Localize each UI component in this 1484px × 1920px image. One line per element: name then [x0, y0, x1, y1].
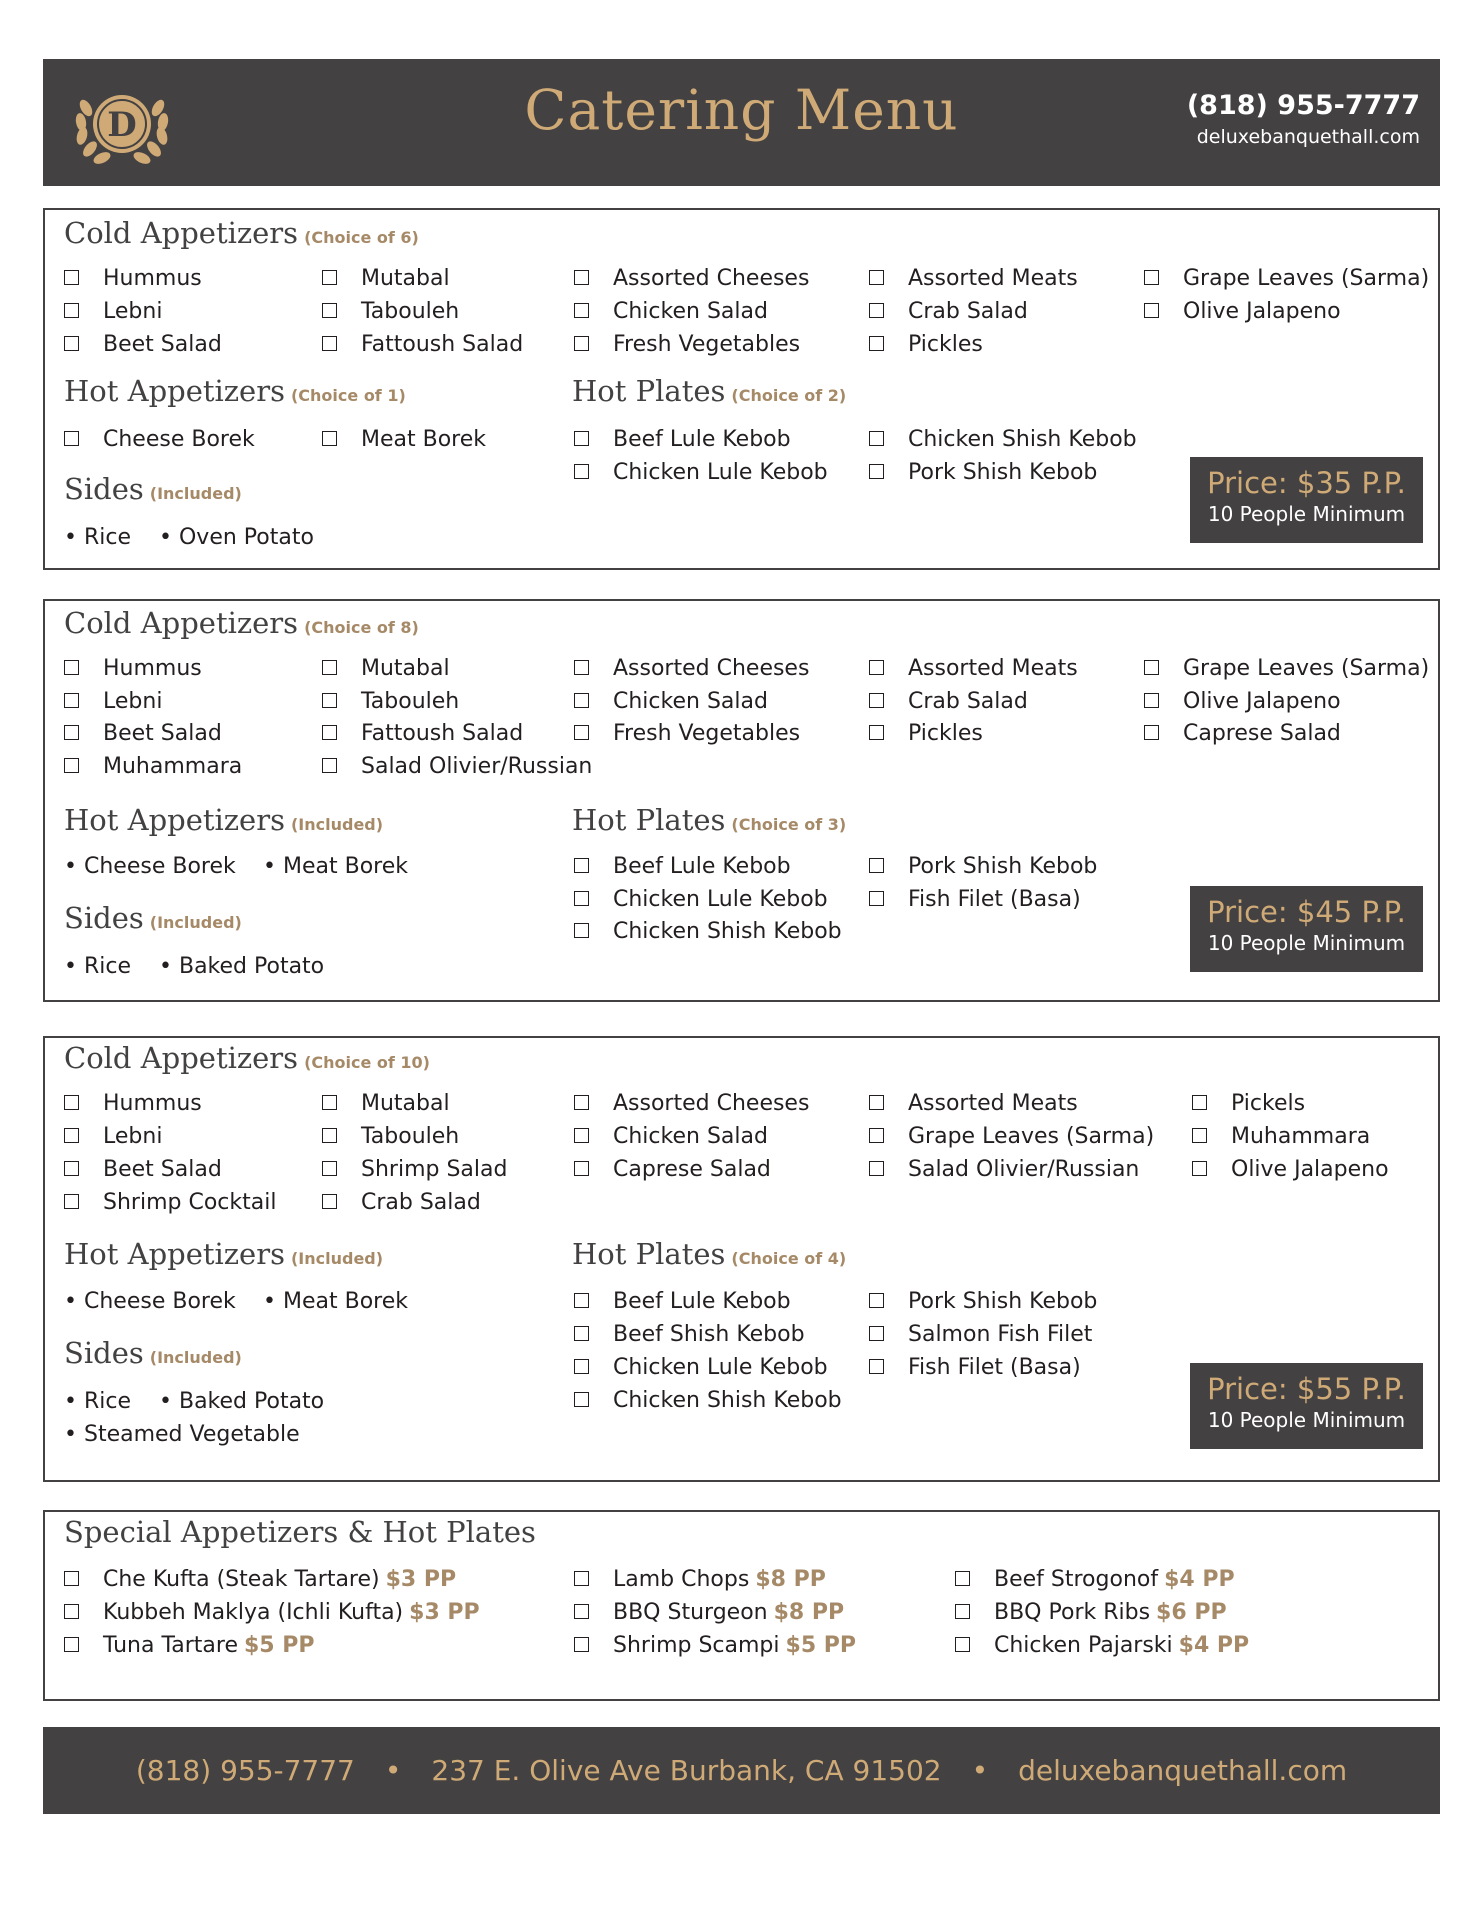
checkbox[interactable] — [574, 431, 589, 446]
menu-item[interactable]: Chicken Lule Kebob — [574, 886, 828, 914]
menu-item[interactable]: Tabouleh — [322, 1123, 459, 1151]
special-item[interactable]: BBQ Pork Ribs $6 PP — [955, 1599, 1227, 1627]
menu-item[interactable]: Chicken Salad — [574, 688, 768, 716]
checkbox[interactable] — [64, 725, 79, 740]
header-website[interactable]: deluxebanquethall.com — [1196, 126, 1420, 148]
menu-item[interactable]: Assorted Meats — [869, 265, 1078, 293]
menu-item[interactable]: Shrimp Cocktail — [64, 1189, 276, 1217]
menu-item[interactable]: Muhammara — [1192, 1123, 1370, 1151]
menu-item[interactable]: Caprese Salad — [1144, 720, 1341, 748]
menu-item[interactable]: Meat Borek — [322, 426, 486, 454]
checkbox[interactable] — [869, 336, 884, 351]
checkbox[interactable] — [64, 431, 79, 446]
menu-item[interactable]: Assorted Cheeses — [574, 265, 809, 293]
checkbox[interactable] — [869, 270, 884, 285]
side-item: • Baked Potato — [159, 1389, 325, 1414]
checkbox[interactable] — [1192, 1161, 1207, 1176]
special-heading: Special Appetizers & Hot Plates — [64, 1515, 536, 1549]
checkbox[interactable] — [64, 1637, 79, 1652]
menu-item[interactable]: Pickles — [869, 331, 983, 359]
footer-address: 237 E. Olive Ave Burbank, CA 91502 — [431, 1754, 942, 1787]
menu-item[interactable]: Grape Leaves (Sarma) — [1144, 265, 1429, 293]
checkbox[interactable] — [574, 891, 589, 906]
menu-item[interactable]: Grape Leaves (Sarma) — [869, 1123, 1154, 1151]
menu-item[interactable]: Chicken Lule Kebob — [574, 459, 828, 487]
checkbox[interactable] — [574, 303, 589, 318]
checkbox[interactable] — [574, 1637, 589, 1652]
special-item[interactable]: Lamb Chops $8 PP — [574, 1566, 826, 1594]
menu-item[interactable]: Chicken Lule Kebob — [574, 1354, 828, 1382]
footer-website[interactable]: deluxebanquethall.com — [1018, 1754, 1348, 1787]
menu-item[interactable]: Lebni — [64, 688, 162, 716]
checkbox[interactable] — [574, 336, 589, 351]
checkbox[interactable] — [955, 1571, 970, 1586]
checkbox[interactable] — [64, 758, 79, 773]
hot-appetizer-item: • Meat Borek — [263, 1289, 408, 1314]
sides-heading: Sides (Included) — [64, 901, 242, 935]
menu-item[interactable]: Mutabal — [322, 265, 450, 293]
menu-item[interactable]: Chicken Salad — [574, 1123, 768, 1151]
menu-item[interactable]: Pickles — [869, 720, 983, 748]
menu-item[interactable]: Crab Salad — [869, 688, 1028, 716]
menu-item[interactable]: Beet Salad — [64, 331, 222, 359]
checkbox[interactable] — [322, 725, 337, 740]
logo-letter: D — [107, 105, 137, 145]
checkbox[interactable] — [1144, 303, 1159, 318]
checkbox[interactable] — [64, 303, 79, 318]
checkbox[interactable] — [869, 1128, 884, 1143]
menu-item[interactable]: Grape Leaves (Sarma) — [1144, 655, 1429, 683]
checkbox[interactable] — [64, 660, 79, 675]
checkbox[interactable] — [574, 270, 589, 285]
checkbox[interactable] — [64, 270, 79, 285]
price-box — [1190, 886, 1423, 972]
checkbox[interactable] — [1144, 725, 1159, 740]
menu-item[interactable]: Assorted Cheeses — [574, 655, 809, 683]
hot-plates-heading: Hot Plates (Choice of 3) — [572, 803, 847, 837]
menu-item[interactable]: Fish Filet (Basa) — [869, 1354, 1081, 1382]
menu-item[interactable]: Olive Jalapeno — [1144, 688, 1341, 716]
checkbox[interactable] — [322, 660, 337, 675]
menu-item[interactable]: Chicken Shish Kebob — [574, 1387, 842, 1415]
menu-item[interactable]: Olive Jalapeno — [1144, 298, 1341, 326]
menu-item[interactable]: Mutabal — [322, 1090, 450, 1118]
checkbox[interactable] — [955, 1637, 970, 1652]
price-label: Price: $45 P.P. — [1207, 895, 1406, 929]
special-item[interactable]: Kubbeh Maklya (Ichli Kufta) $3 PP — [64, 1599, 480, 1627]
menu-item[interactable]: Fresh Vegetables — [574, 720, 800, 748]
checkbox[interactable] — [574, 1128, 589, 1143]
cold-appetizers-heading: Cold Appetizers (Choice of 10) — [64, 1041, 430, 1075]
menu-item[interactable]: Fresh Vegetables — [574, 331, 800, 359]
checkbox[interactable] — [64, 1161, 79, 1176]
menu-item[interactable]: Tabouleh — [322, 688, 459, 716]
header-phone[interactable]: (818) 955-7777 — [1186, 90, 1420, 121]
menu-item[interactable]: Caprese Salad — [574, 1156, 771, 1184]
menu-item[interactable]: Cheese Borek — [64, 426, 255, 454]
checkbox[interactable] — [574, 1326, 589, 1341]
menu-item[interactable]: Olive Jalapeno — [1192, 1156, 1389, 1184]
checkbox[interactable] — [322, 431, 337, 446]
menu-item[interactable]: Muhammara — [64, 753, 242, 781]
hot-plates-heading: Hot Plates (Choice of 4) — [572, 1237, 847, 1271]
menu-item[interactable]: Shrimp Salad — [322, 1156, 507, 1184]
checkbox[interactable] — [64, 1571, 79, 1586]
price-label: Price: $35 P.P. — [1207, 466, 1406, 500]
menu-item[interactable]: Assorted Cheeses — [574, 1090, 809, 1118]
side-item: • Baked Potato — [159, 954, 325, 979]
footer-phone[interactable]: (818) 955-7777 — [135, 1754, 355, 1787]
checkbox[interactable] — [869, 1326, 884, 1341]
checkbox[interactable] — [869, 303, 884, 318]
hot-appetizer-item: • Meat Borek — [263, 854, 408, 879]
menu-item[interactable]: Beef Lule Kebob — [574, 853, 791, 881]
checkbox[interactable] — [322, 758, 337, 773]
footer-separator: • — [384, 1754, 402, 1787]
checkbox[interactable] — [869, 1161, 884, 1176]
checkbox[interactable] — [574, 1095, 589, 1110]
menu-item[interactable]: Beet Salad — [64, 720, 222, 748]
checkbox[interactable] — [869, 464, 884, 479]
checkbox[interactable] — [869, 1095, 884, 1110]
checkbox[interactable] — [574, 660, 589, 675]
menu-item[interactable]: Beef Shish Kebob — [574, 1321, 805, 1349]
hot-plates-heading: Hot Plates (Choice of 2) — [572, 374, 847, 408]
menu-item[interactable]: Chicken Shish Kebob — [869, 426, 1137, 454]
checkbox[interactable] — [574, 1392, 589, 1407]
checkbox[interactable] — [322, 1161, 337, 1176]
checkbox[interactable] — [1144, 270, 1159, 285]
menu-item[interactable]: Hummus — [64, 655, 202, 683]
menu-item[interactable]: Beef Lule Kebob — [574, 1288, 791, 1316]
price-box — [1190, 1363, 1423, 1449]
checkbox[interactable] — [869, 1359, 884, 1374]
menu-item[interactable]: Mutabal — [322, 655, 450, 683]
checkbox[interactable] — [574, 725, 589, 740]
special-item[interactable]: Che Kufta (Steak Tartare) $3 PP — [64, 1566, 456, 1594]
checkbox[interactable] — [322, 270, 337, 285]
checkbox[interactable] — [869, 858, 884, 873]
hot-appetizers-heading: Hot Appetizers (Choice of 1) — [64, 374, 406, 408]
checkbox[interactable] — [1144, 693, 1159, 708]
checkbox[interactable] — [574, 858, 589, 873]
checkbox[interactable] — [322, 1095, 337, 1110]
checkbox[interactable] — [869, 891, 884, 906]
checkbox[interactable] — [322, 1194, 337, 1209]
checkbox[interactable] — [869, 660, 884, 675]
special-item[interactable]: Chicken Pajarski $4 PP — [955, 1632, 1249, 1660]
side-item: • Oven Potato — [159, 525, 314, 550]
checkbox[interactable] — [574, 923, 589, 938]
checkbox[interactable] — [574, 1604, 589, 1619]
hot-appetizers-heading: Hot Appetizers (Included) — [64, 803, 384, 837]
cold-appetizers-heading: Cold Appetizers (Choice of 6) — [64, 216, 419, 250]
checkbox[interactable] — [574, 1293, 589, 1308]
checkbox[interactable] — [322, 693, 337, 708]
menu-item[interactable]: Chicken Shish Kebob — [574, 918, 842, 946]
cold-appetizers-heading: Cold Appetizers (Choice of 8) — [64, 606, 419, 640]
footer-separator: • — [971, 1754, 989, 1787]
menu-item[interactable]: Pickels — [1192, 1090, 1305, 1118]
menu-item[interactable]: Pork Shish Kebob — [869, 853, 1097, 881]
checkbox[interactable] — [955, 1604, 970, 1619]
checkbox[interactable] — [1144, 660, 1159, 675]
menu-item[interactable]: Pork Shish Kebob — [869, 459, 1097, 487]
minimum-label: 10 People Minimum — [1207, 502, 1406, 526]
menu-item[interactable]: Lebni — [64, 1123, 162, 1151]
menu-item[interactable]: Fattoush Salad — [322, 331, 523, 359]
side-item: • Rice — [64, 954, 132, 979]
hot-appetizer-item: • Cheese Borek — [64, 854, 236, 879]
side-item: • Steamed Vegetable — [64, 1422, 300, 1447]
special-item[interactable]: BBQ Sturgeon $8 PP — [574, 1599, 844, 1627]
menu-item[interactable]: Tabouleh — [322, 298, 459, 326]
menu-item[interactable]: Crab Salad — [869, 298, 1028, 326]
checkbox[interactable] — [322, 303, 337, 318]
menu-item[interactable]: Crab Salad — [322, 1189, 481, 1217]
menu-item[interactable]: Chicken Salad — [574, 298, 768, 326]
price-box — [1190, 457, 1423, 543]
menu-item[interactable]: Salad Olivier/Russian — [322, 753, 592, 781]
menu-item[interactable]: Salmon Fish Filet — [869, 1321, 1092, 1349]
checkbox[interactable] — [869, 431, 884, 446]
checkbox[interactable] — [64, 1604, 79, 1619]
checkbox[interactable] — [64, 1194, 79, 1209]
menu-item[interactable]: Assorted Meats — [869, 655, 1078, 683]
menu-item[interactable]: Beef Lule Kebob — [574, 426, 791, 454]
menu-item[interactable]: Hummus — [64, 265, 202, 293]
checkbox[interactable] — [574, 1161, 589, 1176]
footer-bar — [43, 1727, 1440, 1814]
special-item[interactable]: Tuna Tartare $5 PP — [64, 1632, 315, 1660]
checkbox[interactable] — [64, 1128, 79, 1143]
side-item: • Rice — [64, 525, 132, 550]
side-item: • Rice — [64, 1389, 132, 1414]
hot-appetizer-item: • Cheese Borek — [64, 1289, 236, 1314]
checkbox[interactable] — [869, 725, 884, 740]
special-item[interactable]: Shrimp Scampi $5 PP — [574, 1632, 856, 1660]
checkbox[interactable] — [869, 693, 884, 708]
hot-appetizers-heading: Hot Appetizers (Included) — [64, 1237, 384, 1271]
checkbox[interactable] — [574, 693, 589, 708]
checkbox[interactable] — [64, 693, 79, 708]
checkbox[interactable] — [574, 1359, 589, 1374]
menu-item[interactable]: Fattoush Salad — [322, 720, 523, 748]
checkbox[interactable] — [64, 336, 79, 351]
checkbox[interactable] — [869, 1293, 884, 1308]
menu-item[interactable]: Beet Salad — [64, 1156, 222, 1184]
checkbox[interactable] — [1192, 1128, 1207, 1143]
checkbox[interactable] — [574, 1571, 589, 1586]
checkbox[interactable] — [64, 1095, 79, 1110]
checkbox[interactable] — [322, 1128, 337, 1143]
minimum-label: 10 People Minimum — [1207, 931, 1406, 955]
checkbox[interactable] — [1192, 1095, 1207, 1110]
menu-item[interactable]: Hummus — [64, 1090, 202, 1118]
special-item[interactable]: Beef Strogonof $4 PP — [955, 1566, 1235, 1594]
sides-heading: Sides (Included) — [64, 1336, 242, 1370]
sides-heading: Sides (Included) — [64, 472, 242, 506]
menu-item[interactable]: Fish Filet (Basa) — [869, 886, 1081, 914]
menu-item[interactable]: Pork Shish Kebob — [869, 1288, 1097, 1316]
checkbox[interactable] — [574, 464, 589, 479]
minimum-label: 10 People Minimum — [1207, 1408, 1406, 1432]
menu-item[interactable]: Assorted Meats — [869, 1090, 1078, 1118]
checkbox[interactable] — [322, 336, 337, 351]
menu-item[interactable]: Lebni — [64, 298, 162, 326]
menu-item[interactable]: Salad Olivier/Russian — [869, 1156, 1139, 1184]
price-label: Price: $55 P.P. — [1207, 1372, 1406, 1406]
page-title: Catering Menu — [524, 78, 959, 142]
